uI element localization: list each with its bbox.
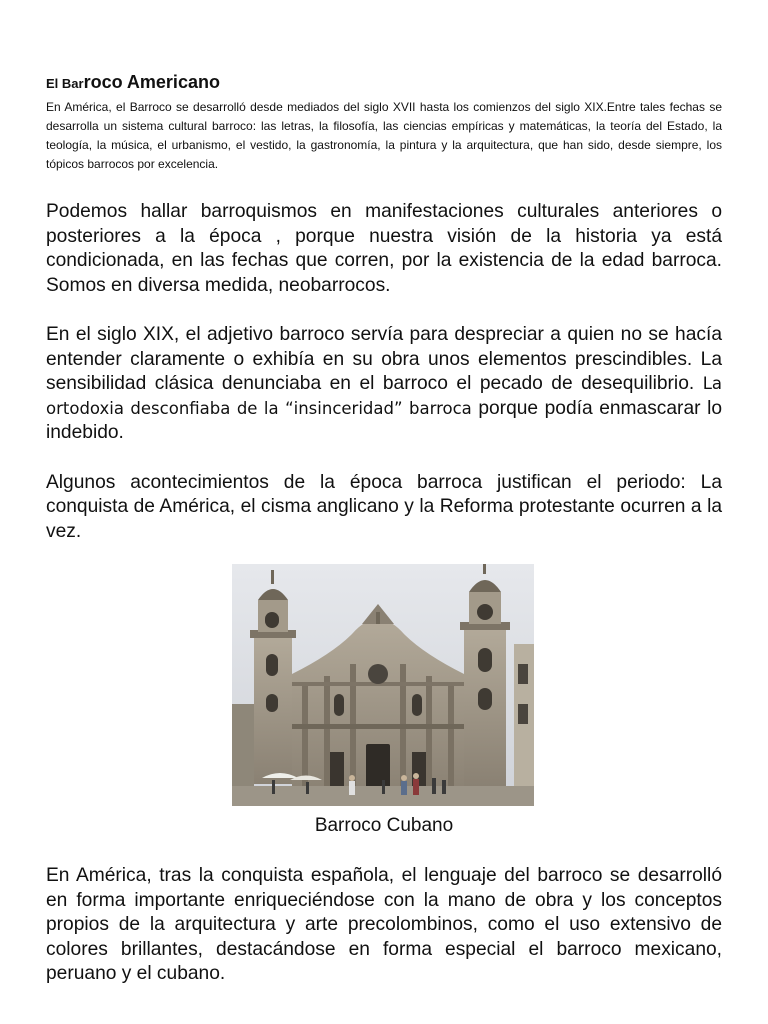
paragraph-1: Podemos hallar barroquismos en manifestaciones culturales anteriores o posteriores a la época , porque nuestra visión de la historia ya está condicionada, en las fechas que corren, por la existencia de la edad barroca. Somos en diversa medida, neobarrocos. bbox=[46, 201, 722, 296]
cathedral-photo bbox=[232, 564, 534, 806]
paragraph-2 bbox=[46, 323, 722, 446]
document-page bbox=[46, 60, 722, 987]
paragraph-2-start: En el siglo XIX, el adjetivo barroco servía para despreciar a quien no se hacía entender claramente o exhibía en su obra unos elementos prescindibles. La sensibilidad clásica denunciaba en el barroco el pecado de desequilibrio. bbox=[46, 324, 722, 395]
cathedral-illustration bbox=[232, 564, 534, 806]
figure bbox=[46, 544, 722, 864]
title-part-1: El Bar bbox=[46, 76, 84, 91]
photo-caption: Barroco Cubano bbox=[314, 815, 454, 837]
title-part-2: roco Americano bbox=[83, 72, 220, 92]
intro-paragraph: En América, el Barroco se desarrolló desde mediados del siglo XVII hasta los comienzos del siglo XIX.Entre tales fechas se desarrolla un sistema cultural barroco: las letras, la filosofía, las ciencias empíricas y matemáticas, la teoría del Estado, la teología, la música, el urbanismo, el vestido, la gastronomía, la pintura y la arquitectura, que han sido, desde siempre, los tópicos barrocos por excelencia. bbox=[46, 100, 722, 172]
paragraph-4: En América, tras la conquista española, el lenguaje del barroco se desarrolló en forma importante enriqueciéndose con la mano de obra y los conceptos propios de la arquitectura y arte precolombinos, como el uso extensivo de colores brillantes, destacándose en forma especial el barroco mexicano, peruano y el cubano. bbox=[46, 865, 722, 985]
paragraph-2-ortodoxia: La ortodoxia desconfiaba de la “insinceridad” barroca bbox=[46, 374, 722, 418]
paragraph-3: Algunos acontecimientos de la época barroca justifican el periodo: La conquista de América, el cisma anglicano y la Reforma protestante ocurren a la vez. bbox=[46, 471, 722, 542]
document-title bbox=[46, 60, 722, 95]
paragraph-2-end: porque podía enmascarar lo indebido. bbox=[46, 397, 723, 444]
